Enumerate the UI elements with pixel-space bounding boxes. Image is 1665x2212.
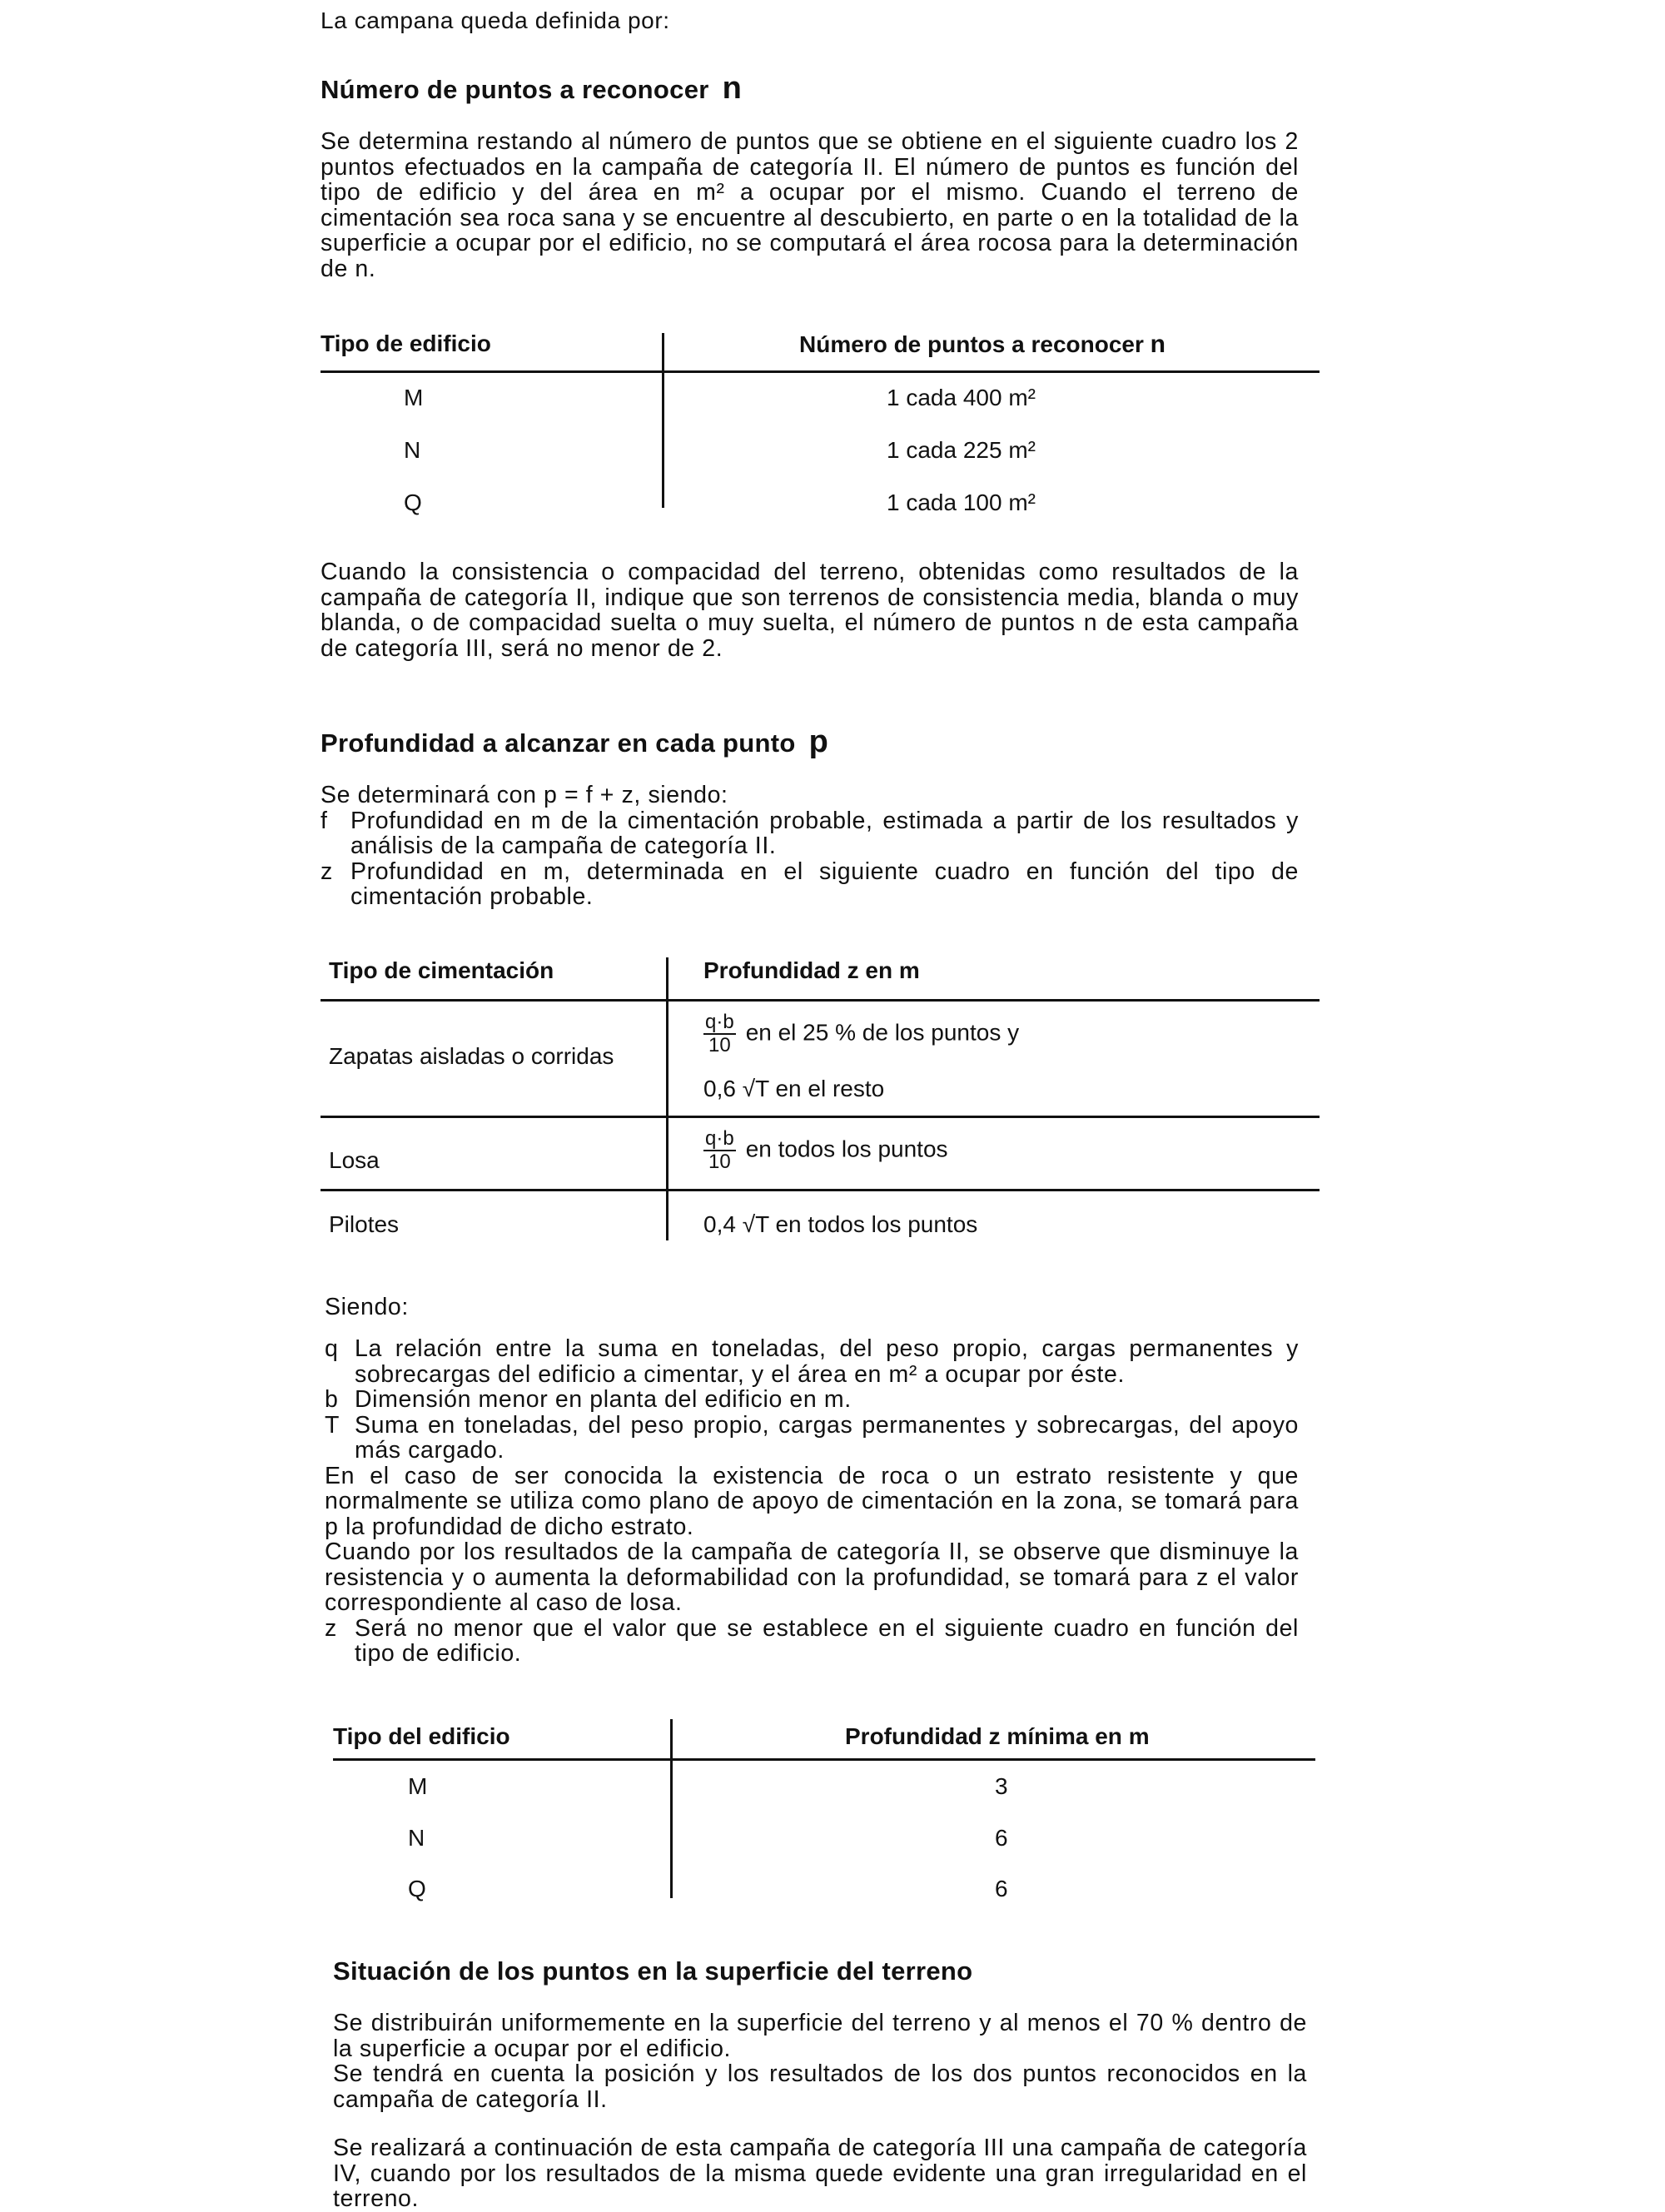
- fraction-numerator: q·b: [705, 1011, 734, 1033]
- definition-item: [325, 1413, 1299, 1464]
- table-header-tipo: Tipo de edificio: [321, 331, 491, 356]
- table-row-valor: 1 cada 100 m²: [887, 490, 1036, 515]
- section-title-situacion: Situación de los puntos en la superficie del terreno: [333, 1956, 973, 1986]
- table-header-tipo: Tipo de cimentación: [329, 957, 554, 983]
- section-title-text: Profundidad a alcanzar en cada punto: [321, 728, 796, 758]
- table-row-tipo: M: [404, 385, 424, 410]
- table-row-tipo: Zapatas aisladas o corridas: [329, 1043, 614, 1069]
- formula-text: en todos los puntos: [745, 1136, 948, 1162]
- definition-item: [325, 1616, 1299, 1667]
- definition-text: Dimensión menor en planta del edificio en m.: [355, 1386, 852, 1413]
- table-column-divider: [666, 957, 668, 1240]
- definition-key: q: [325, 1335, 339, 1362]
- table-header-numero-text: Número de puntos a reconocer: [799, 331, 1144, 357]
- list-item: [321, 859, 1299, 910]
- table-row-valor: 3: [995, 1773, 1008, 1799]
- table-row-tipo: Pilotes: [329, 1211, 400, 1237]
- definition-item: [325, 1336, 1299, 1387]
- situacion-text: [333, 2011, 1307, 2212]
- paragraph-roca: En el caso de ser conocida la existencia de roca o un estrato resistente y que normalmente se utiliza como plano de apoyo de cimentación en la zona, se tomará para p la profundidad de dicho estrato.: [325, 1462, 1299, 1540]
- table-row-tipo: Q: [408, 1876, 426, 1901]
- fraction: [703, 1012, 736, 1056]
- table-header-profundidad-minima: Profundidad z mínima en m: [845, 1723, 1150, 1749]
- profundidad-definition: [321, 783, 1299, 910]
- definition-key: b: [325, 1386, 339, 1413]
- paragraph-numero-puntos: Se determina restando al número de puntos que se obtiene en el siguiente cuadro los 2 puntos efectuados en la campaña de categoría II. El número de puntos es función del tipo de edificio y del área en m² a ocupar por el mismo. Cuando el terreno de cimentación sea roca sana y se encuentre al descubierto, en parte o en la totalidad de la superficie a ocupar por el edificio, no se computará el área rocosa para la determinación de n.: [321, 128, 1299, 282]
- table-row-tipo: N: [404, 437, 421, 463]
- table-rule: [333, 1758, 1315, 1761]
- intro-text: La campana queda definida por:: [321, 7, 670, 33]
- fraction-denominator: 10: [708, 1151, 731, 1173]
- paragraph-losa: Cuando por los resultados de la campaña de categoría II, se observe que disminuye la resistencia y o aumenta la deformabilidad con la profundidad, se tomará para z el valor correspondiente al caso de losa.: [325, 1538, 1299, 1616]
- fraction-denominator: 10: [708, 1034, 731, 1056]
- list-item: [321, 808, 1299, 859]
- profundidad-lead: Se determinará con p = f + z, siendo:: [321, 782, 728, 808]
- table-header-tipo: Tipo del edificio: [333, 1723, 510, 1749]
- list-item-key: z: [321, 857, 333, 885]
- table-header-profundidad: Profundidad z en m: [703, 957, 920, 983]
- paragraph-posicion: Se tendrá en cuenta la posición y los resultados de los dos puntos reconocidos en la campaña de categoría II.: [333, 2060, 1307, 2113]
- definition-item: [325, 1387, 1299, 1413]
- section-title-text: Número de puntos a reconocer: [321, 75, 709, 104]
- definitions-list: [325, 1336, 1299, 1667]
- table-row-valor: 6: [995, 1876, 1008, 1901]
- table-row-tipo: N: [408, 1825, 425, 1851]
- definition-key: z: [325, 1614, 337, 1642]
- section-title-numero-puntos: [321, 71, 742, 107]
- table-header-symbol: n: [1150, 331, 1166, 358]
- table-row-valor: 1 cada 400 m²: [887, 385, 1036, 410]
- table-row-formula: [703, 1012, 1019, 1056]
- table-rule: [321, 1116, 1320, 1118]
- formula-text: en el 25 % de los puntos y: [745, 1019, 1020, 1046]
- section-symbol: n: [722, 71, 743, 106]
- fraction-numerator: q·b: [705, 1127, 734, 1150]
- paragraph-consistencia: Cuando la consistencia o compacidad del terreno, obtenidas como resultados de la campaña de categoría II, indique que son terrenos de consistencia media, blanda o muy blanda, o de compacidad suelta o muy suelta, el número de puntos n de esta campaña de categoría III, será no menor de 2.: [321, 559, 1299, 662]
- fraction: [703, 1128, 736, 1173]
- table-row-valor: 6: [995, 1825, 1008, 1851]
- table-column-divider: [662, 333, 664, 508]
- definition-text: Suma en toneladas, del peso propio, cargas permanentes y sobrecargas, del apoyo más cargado.: [355, 1411, 1299, 1464]
- definition-key: T: [325, 1411, 340, 1439]
- table-row-formula: 0,4 √T en todos los puntos: [703, 1211, 978, 1237]
- table-row-tipo: M: [408, 1773, 428, 1799]
- table-rule: [321, 1189, 1320, 1191]
- table-row-formula: 0,6 √T en el resto: [703, 1076, 885, 1101]
- table-rule: [321, 999, 1320, 1002]
- siendo-label: Siendo:: [325, 1294, 409, 1320]
- section-title-profundidad: [321, 724, 828, 760]
- list-item-key: f: [321, 807, 328, 834]
- table-rule: [321, 370, 1320, 373]
- table-row-tipo: Losa: [329, 1147, 380, 1173]
- paragraph-campana-iv: Se realizará a continuación de esta campaña de categoría III una campaña de categoría IV, cuando por los resultados de la misma quede evidente una gran irregularidad en el terreno.: [333, 2135, 1307, 2212]
- list-item-text: Profundidad en m, determinada en el siguiente cuadro en función del tipo de cimentación probable.: [350, 857, 1299, 910]
- table-row-tipo: Q: [404, 490, 422, 515]
- definition-text: Será no menor que el valor que se establece en el siguiente cuadro en función del tipo de edificio.: [355, 1614, 1299, 1667]
- table-header-numero: [799, 331, 1166, 359]
- list-item-text: Profundidad en m de la cimentación probable, estimada a partir de los resultados y análisis de la campaña de categoría II.: [350, 807, 1299, 859]
- paragraph-distribucion: Se distribuirán uniformemente en la superficie del terreno y al menos el 70 % dentro de la superficie a ocupar por el edificio.: [333, 2010, 1307, 2062]
- table-column-divider: [670, 1719, 673, 1898]
- table-row-formula: [703, 1128, 948, 1173]
- section-symbol: p: [808, 724, 829, 759]
- definition-text: La relación entre la suma en toneladas, del peso propio, cargas permanentes y sobrecargas del edificio a cimentar, y el área en m² a ocupar por éste.: [355, 1335, 1299, 1388]
- table-row-valor: 1 cada 225 m²: [887, 437, 1036, 463]
